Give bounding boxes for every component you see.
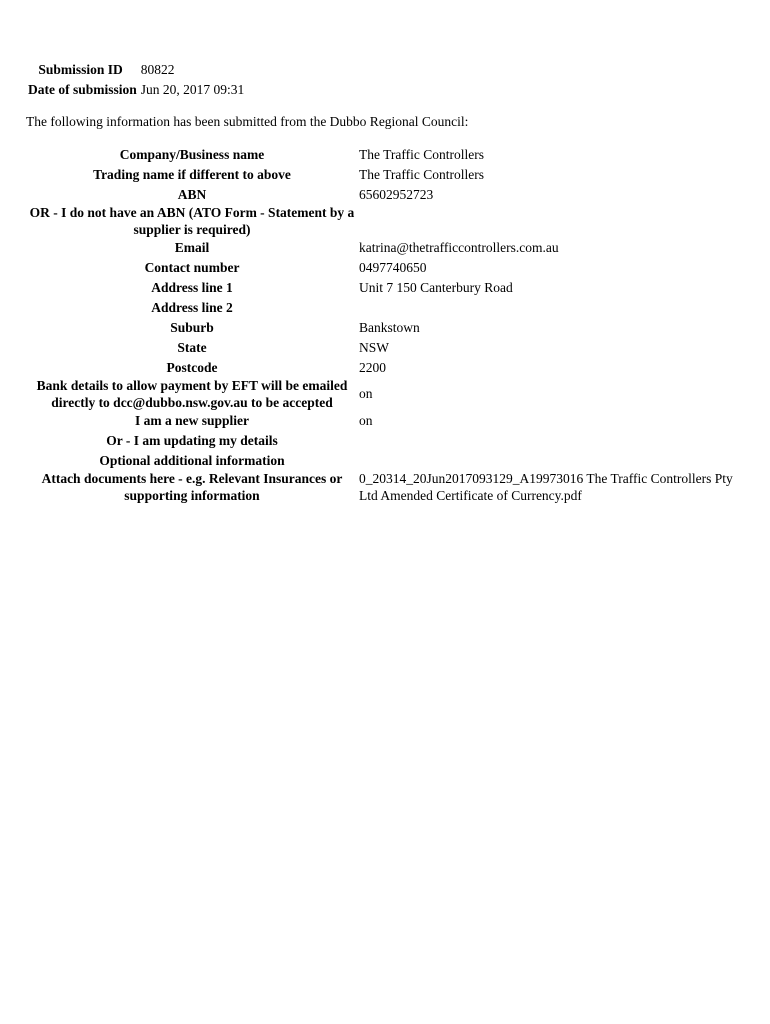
field-row-attachments: [28, 471, 748, 504]
field-row-new-supplier: [28, 411, 748, 431]
field-row-additional-info: [28, 451, 748, 471]
field-row-postcode: [28, 358, 748, 378]
field-value: katrina@thetrafficcontrollers.com.au: [359, 239, 559, 255]
field-value: [358, 298, 748, 318]
field-row-address-line-2: [28, 298, 748, 318]
submission-id-label: Submission ID: [38, 62, 123, 77]
field-label: Address line 1: [151, 279, 233, 295]
intro-text: The following information has been submitted from the Dubbo Regional Council:: [26, 114, 469, 129]
field-label: Attach documents here - e.g. Relevant Insurances or supporting information: [41, 471, 343, 503]
submission-date-label: Date of submission: [28, 82, 137, 97]
submission-fields-table: [28, 145, 748, 504]
submission-date-row: [28, 80, 244, 100]
field-value: Bankstown: [359, 319, 420, 335]
field-value: The Traffic Controllers: [359, 146, 484, 162]
field-value: on: [359, 386, 373, 402]
field-row-bank-details: [28, 378, 748, 411]
field-value: [358, 205, 748, 238]
field-value: The Traffic Controllers: [359, 166, 484, 182]
submission-date-value: Jun 20, 2017 09:31: [140, 82, 245, 97]
field-label: Suburb: [170, 319, 214, 335]
field-label: Contact number: [144, 259, 240, 275]
field-label: Address line 2: [151, 299, 233, 315]
field-value: [358, 451, 748, 471]
field-label: I am a new supplier: [134, 412, 249, 428]
field-row-trading-name: [28, 165, 748, 185]
field-row-company-name: [28, 145, 748, 165]
submission-id-row: [28, 60, 244, 80]
field-label: ABN: [177, 186, 207, 202]
field-value: on: [359, 412, 373, 428]
submission-meta: [28, 60, 244, 100]
field-row-no-abn: [28, 205, 748, 238]
field-label: State: [177, 339, 207, 355]
field-row-address-line-1: [28, 278, 748, 298]
field-value: 65602952723: [359, 186, 434, 202]
field-label: Email: [174, 239, 210, 255]
field-value: NSW: [359, 339, 389, 355]
field-label: Company/Business name: [119, 146, 265, 162]
field-label: Optional additional information: [99, 452, 285, 468]
field-row-updating-details: [28, 431, 748, 451]
field-value: 2200: [359, 359, 386, 375]
field-label: Postcode: [166, 359, 218, 375]
field-value: Unit 7 150 Canterbury Road: [359, 279, 513, 295]
field-row-contact-number: [28, 258, 748, 278]
field-value: [358, 431, 748, 451]
field-label: Trading name if different to above: [93, 166, 291, 182]
attachment-filename: 0_20314_20Jun2017093129_A19973016 The Traffic Controllers Pty Ltd Amended Certificate of Currency.pdf: [359, 471, 733, 503]
field-row-abn: [28, 185, 748, 205]
field-row-suburb: [28, 318, 748, 338]
field-label: OR - I do not have an ABN (ATO Form - Statement by a supplier is required): [29, 205, 355, 237]
field-row-email: [28, 238, 748, 258]
field-label: Bank details to allow payment by EFT will be emailed directly to dcc@dubbo.nsw.gov.au to be accepted: [36, 378, 348, 410]
submission-id-value: 80822: [140, 62, 175, 77]
field-row-state: [28, 338, 748, 358]
field-value: 0497740650: [359, 259, 427, 275]
field-label: Or - I am updating my details: [106, 432, 278, 448]
